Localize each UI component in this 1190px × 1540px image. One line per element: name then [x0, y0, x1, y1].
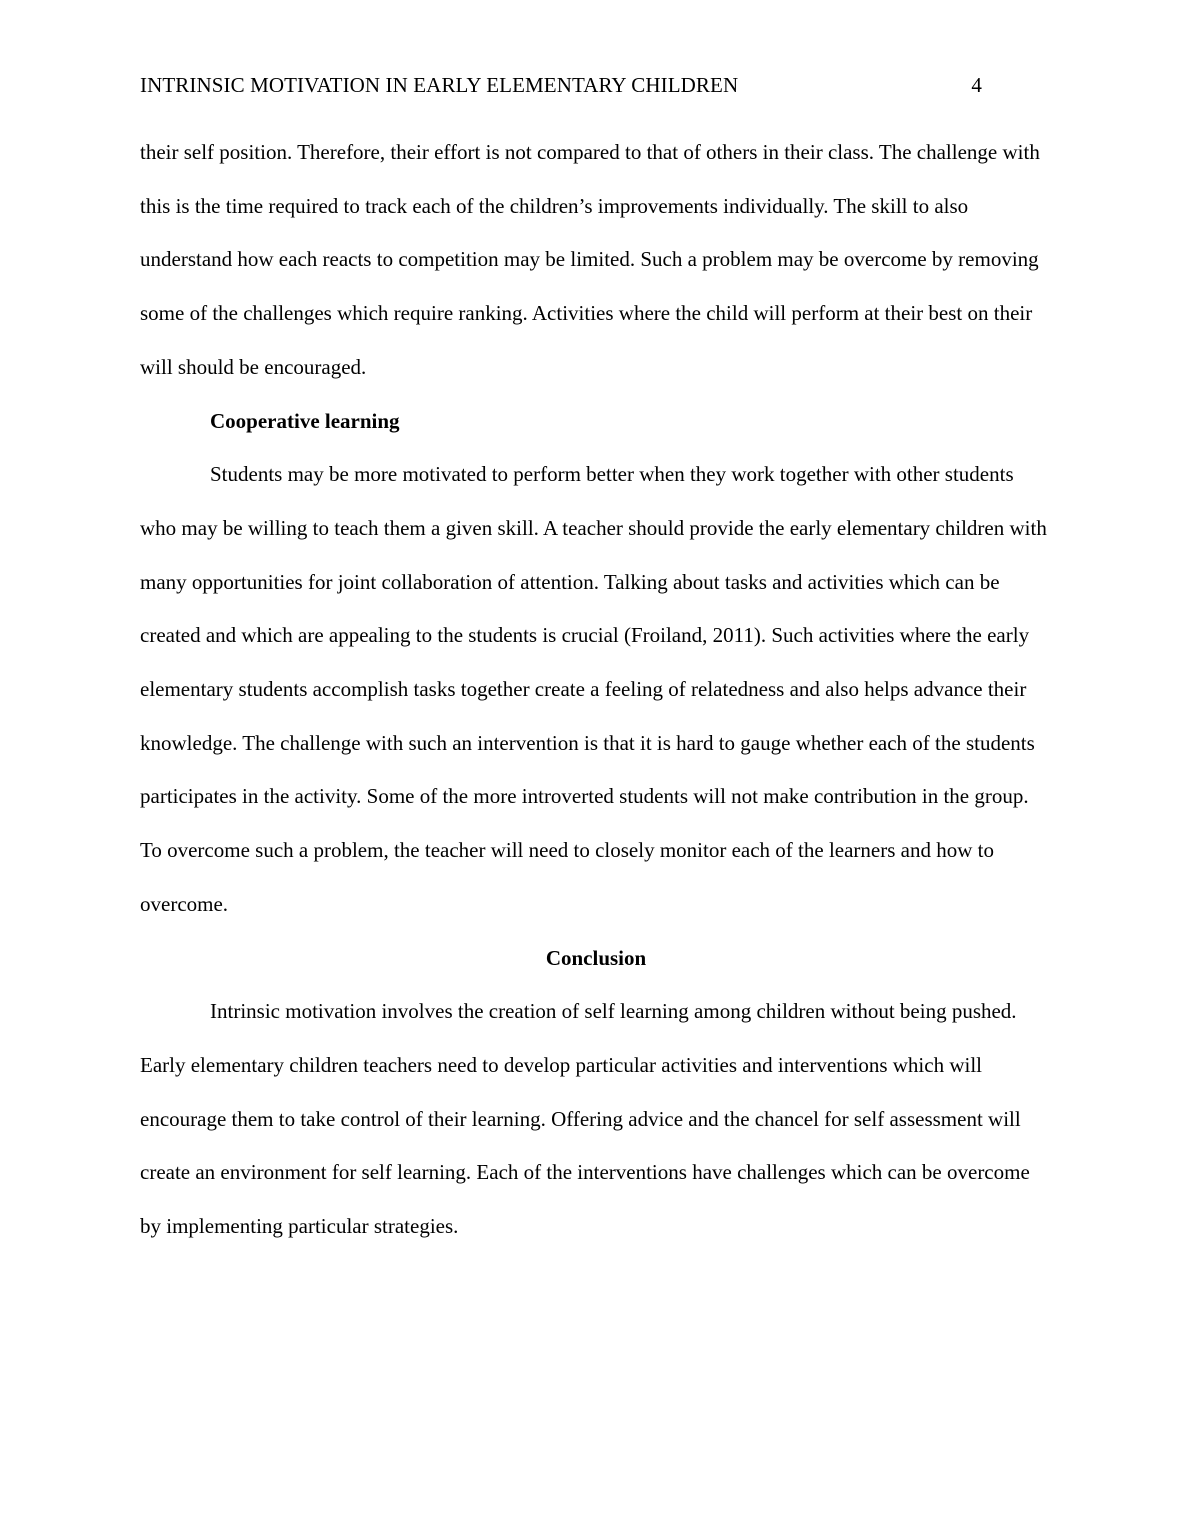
heading-conclusion: Conclusion: [545, 945, 647, 970]
running-head-title: INTRINSIC MOTIVATION IN EARLY ELEMENTARY CHILDREN: [140, 73, 739, 97]
paragraph-conclusion: Intrinsic motivation involves the creation of self learning among children without being pushed. Early elementary children teachers need to develop particular activities and interventions which will encourage them to take control of their learning. Offering advice and the chancel for self assessment will create an environment for self learning. Each of the interventions have challenges which can be overcome by implementing particular strategies.: [140, 999, 1030, 1239]
paragraph-cooperative-learning: Students may be more motivated to perform better when they work together with other students who may be willing to teach them a given skill. A teacher should provide the early elementary children with many opportunities for joint collaboration of attention. Talking about tasks and activities which can be created and which are appealing to the students is crucial (Froiland, 2011). Such activities where the early elementary students accomplish tasks together create a feeling of relatedness and also helps advance their knowledge. The challenge with such an intervention is that it is hard to gauge whether each of the students participates in the activity. Some of the more introverted students will not make contribution in the group. To overcome such a problem, the teacher will need to closely monitor each of the learners and how to overcome.: [140, 462, 1047, 916]
running-head: [140, 70, 982, 100]
subheading-cooperative-learning: Cooperative learning: [210, 408, 400, 433]
body-text: [140, 126, 1052, 1254]
paragraph-continued: their self position. Therefore, their effort is not compared to that of others in their class. The challenge with this is the time required to track each of the children’s improvements individually. The skill to also understand how each reacts to competition may be limited. Such a problem may be overcome by removing some of the challenges which require ranking. Activities where the child will perform at their best on their will should be encouraged.: [140, 140, 1040, 379]
page-number: 4: [971, 73, 982, 97]
